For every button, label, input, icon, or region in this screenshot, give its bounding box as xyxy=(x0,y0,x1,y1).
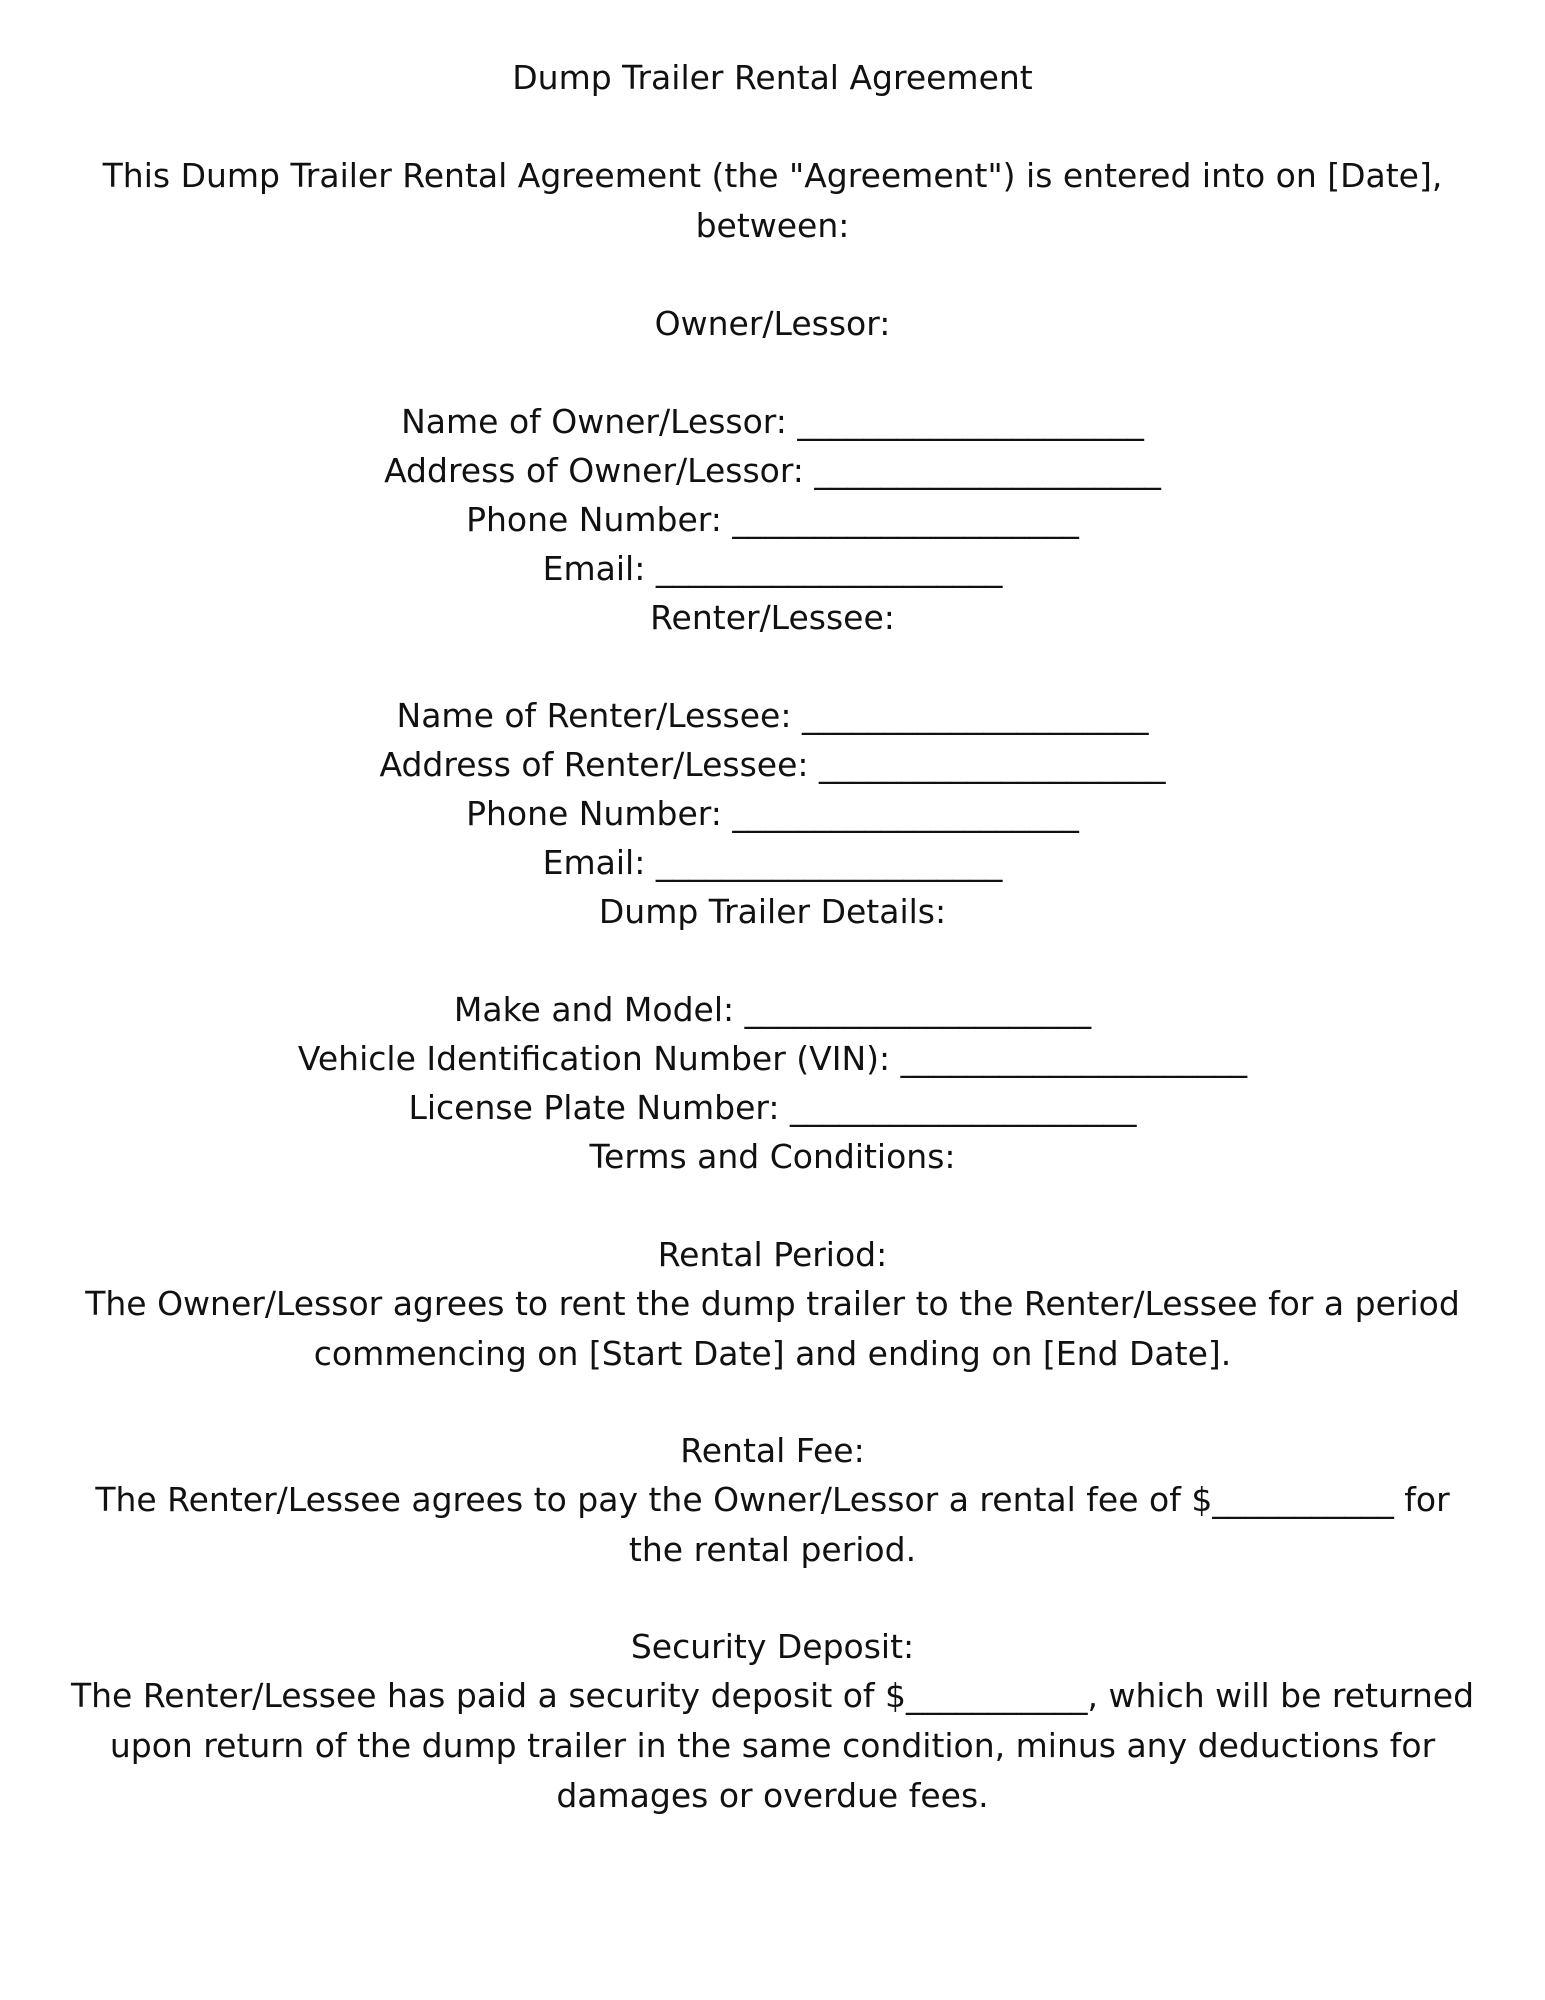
owner-phone-field: Phone Number: _____________________ xyxy=(466,500,1079,539)
security-deposit-heading: Security Deposit: xyxy=(630,1627,915,1666)
rental-period-text: The Owner/Lessor agrees to rent the dump trailer to the Renter/Lessee for a period commencing on [Start Date] and ending on [End Date]. xyxy=(85,1284,1460,1373)
terms-heading: Terms and Conditions: xyxy=(589,1137,956,1176)
trailer-make-model-field: Make and Model: _____________________ xyxy=(453,990,1092,1029)
trailer-heading: Dump Trailer Details: xyxy=(598,892,947,931)
owner-address-field: Address of Owner/Lessor: _____________________ xyxy=(384,451,1161,490)
intro-paragraph: This Dump Trailer Rental Agreement (the "Agreement") is entered into on [Date], between: xyxy=(102,156,1443,245)
renter-heading: Renter/Lessee: xyxy=(650,598,895,637)
rental-fee-text: The Renter/Lessee agrees to pay the Owner/Lessor a rental fee of $___________ for the rental period. xyxy=(95,1480,1450,1569)
renter-name-field: Name of Renter/Lessee: _____________________ xyxy=(396,696,1149,735)
document-title: Dump Trailer Rental Agreement xyxy=(512,58,1033,97)
renter-email-field: Email: _____________________ xyxy=(542,843,1003,882)
renter-address-field: Address of Renter/Lessee: _____________________ xyxy=(379,745,1166,784)
rental-period-heading: Rental Period: xyxy=(657,1235,888,1274)
trailer-vin-field: Vehicle Identification Number (VIN): _____________________ xyxy=(297,1039,1248,1078)
owner-name-field: Name of Owner/Lessor: _____________________ xyxy=(401,402,1144,441)
trailer-plate-field: License Plate Number: _____________________ xyxy=(408,1088,1137,1127)
owner-email-field: Email: _____________________ xyxy=(542,549,1003,588)
owner-heading: Owner/Lessor: xyxy=(654,304,891,343)
renter-phone-field: Phone Number: _____________________ xyxy=(466,794,1079,833)
security-deposit-text: The Renter/Lessee has paid a security deposit of $___________, which will be returned upon return of the dump trailer in the same condition, minus any deductions for damages or overdue fees. xyxy=(70,1676,1475,1815)
rental-fee-heading: Rental Fee: xyxy=(680,1431,865,1470)
